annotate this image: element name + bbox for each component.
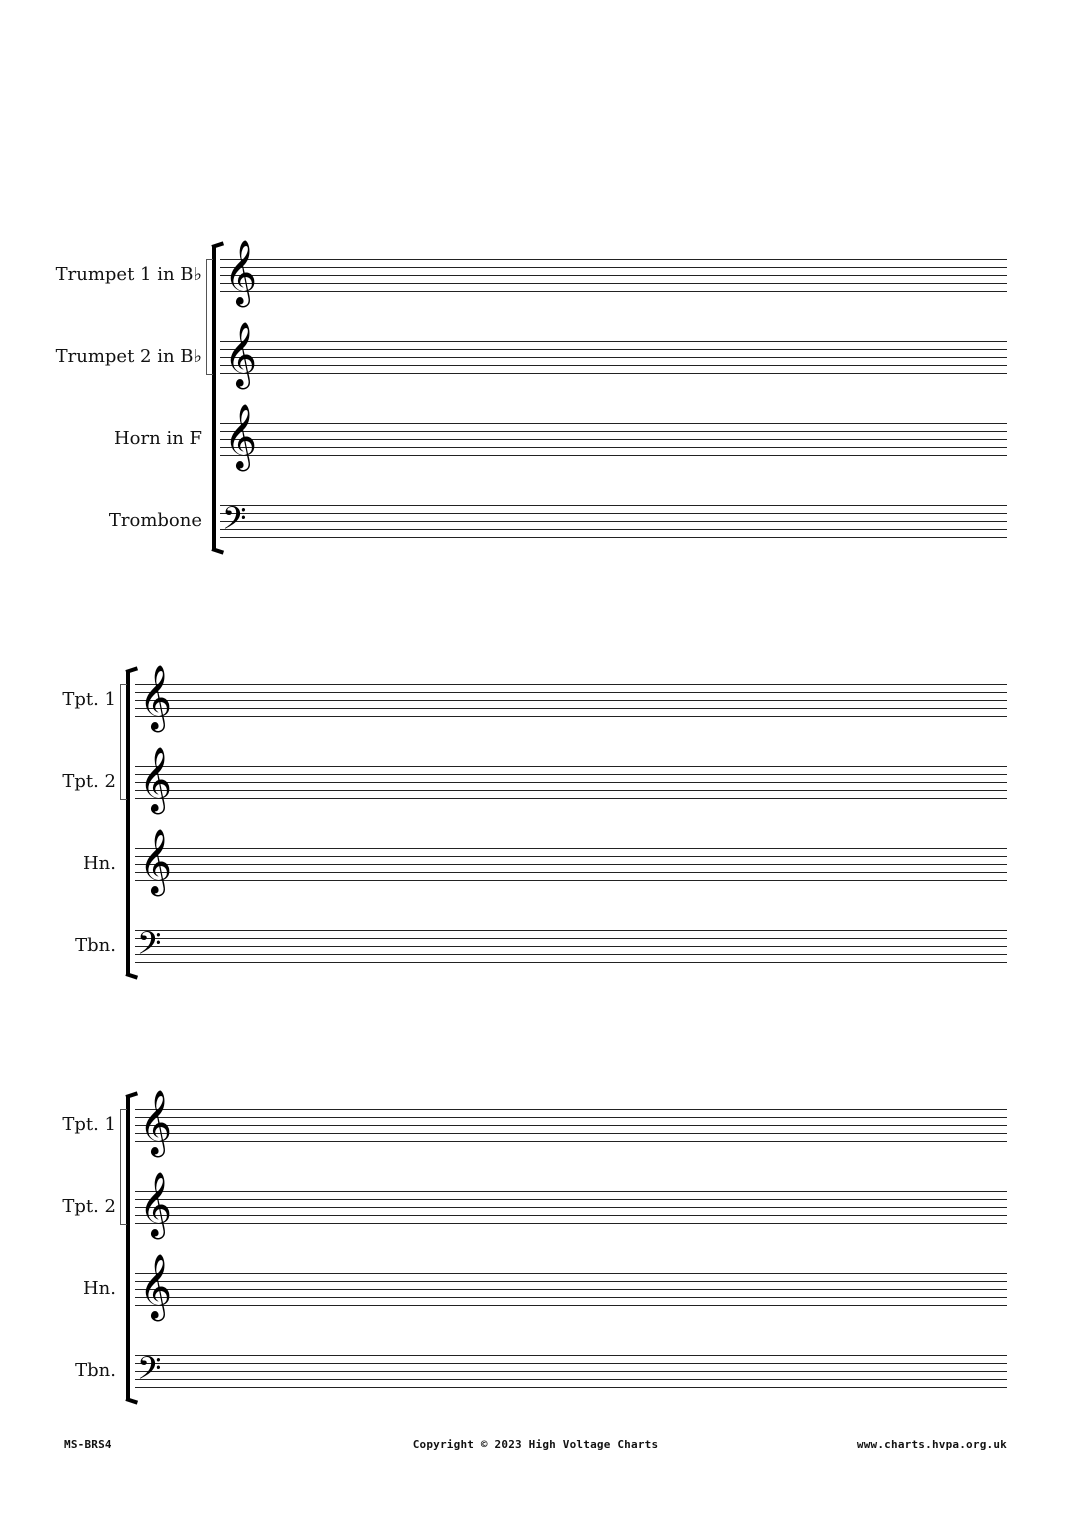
treble-clef-icon: 𝄞 xyxy=(139,1254,173,1319)
staff xyxy=(220,423,1007,456)
instrument-label: Tbn. xyxy=(75,1360,116,1381)
staff xyxy=(135,848,1007,881)
staff-line xyxy=(135,880,1007,881)
staff-line xyxy=(220,267,1007,268)
staff xyxy=(135,1355,1007,1388)
staff xyxy=(220,341,1007,374)
treble-clef-icon: 𝄞 xyxy=(139,665,173,730)
catalog-number: MS-BRS4 xyxy=(64,1438,112,1451)
staff-line xyxy=(135,1125,1007,1126)
staff-line xyxy=(220,365,1007,366)
instrument-label: Tbn. xyxy=(75,935,116,956)
website-link[interactable]: www.charts.hvpa.org.uk xyxy=(856,1438,1007,1451)
staff-line xyxy=(220,259,1007,260)
treble-clef-icon: 𝄞 xyxy=(224,322,258,387)
instrument-label: Hn. xyxy=(82,853,116,874)
staff xyxy=(220,505,1007,538)
staff-line xyxy=(135,1355,1007,1356)
staff-line xyxy=(135,708,1007,709)
treble-clef-icon: 𝄞 xyxy=(139,1172,173,1237)
trumpet-subgroup-bracket xyxy=(120,1109,127,1225)
staff-line xyxy=(135,1223,1007,1224)
staff-line xyxy=(220,505,1007,506)
staff-line xyxy=(135,700,1007,701)
staff-line xyxy=(135,1191,1007,1192)
instrument-label: Trombone xyxy=(108,510,202,531)
staff-line xyxy=(135,848,1007,849)
staff-line xyxy=(135,1289,1007,1290)
bracket-hook-bottom xyxy=(125,1397,138,1405)
staff-line xyxy=(220,423,1007,424)
staff-line xyxy=(220,341,1007,342)
staff-line xyxy=(220,431,1007,432)
trumpet-subgroup-bracket xyxy=(206,259,213,375)
bass-clef-icon: 𝄢 xyxy=(137,1350,162,1394)
bass-clef-icon: 𝄢 xyxy=(137,925,162,969)
staff-line xyxy=(135,766,1007,767)
staff-line xyxy=(135,1387,1007,1388)
bracket-hook-bottom xyxy=(211,547,224,555)
staff-line xyxy=(220,275,1007,276)
instrument-label: Tpt. 2 xyxy=(62,771,116,792)
staff-line xyxy=(135,946,1007,947)
staff-line xyxy=(135,954,1007,955)
staff-line xyxy=(135,856,1007,857)
staff-line xyxy=(220,373,1007,374)
treble-clef-icon: 𝄞 xyxy=(139,829,173,894)
staff-line xyxy=(135,1117,1007,1118)
treble-clef-icon: 𝄞 xyxy=(139,1090,173,1155)
instrument-label: Horn in F xyxy=(113,428,202,449)
staff-line xyxy=(135,1199,1007,1200)
staff-line xyxy=(220,537,1007,538)
staff-line xyxy=(135,774,1007,775)
staff-line xyxy=(135,692,1007,693)
staff xyxy=(135,766,1007,799)
treble-clef-icon: 𝄞 xyxy=(139,747,173,812)
staff-line xyxy=(135,1363,1007,1364)
staff-line xyxy=(135,1281,1007,1282)
instrument-label: Trumpet 2 in B♭ xyxy=(55,346,202,367)
staff xyxy=(135,1273,1007,1306)
bracket-hook-top xyxy=(125,666,138,674)
instrument-label: Tpt. 1 xyxy=(62,1114,116,1135)
instrument-label: Trumpet 1 in B♭ xyxy=(55,264,202,285)
staff-line xyxy=(135,1305,1007,1306)
staff xyxy=(135,930,1007,963)
staff xyxy=(135,1109,1007,1142)
treble-clef-icon: 𝄞 xyxy=(224,404,258,469)
staff-line xyxy=(135,1215,1007,1216)
staff-line xyxy=(220,447,1007,448)
staff-line xyxy=(135,962,1007,963)
instrument-label: Tpt. 2 xyxy=(62,1196,116,1217)
staff-line xyxy=(135,1141,1007,1142)
staff-line xyxy=(135,1133,1007,1134)
staff-line xyxy=(220,357,1007,358)
staff-line xyxy=(135,872,1007,873)
staff-line xyxy=(135,938,1007,939)
staff-line xyxy=(135,790,1007,791)
instrument-label: Hn. xyxy=(82,1278,116,1299)
staff-line xyxy=(135,684,1007,685)
staff-line xyxy=(220,513,1007,514)
staff-line xyxy=(135,782,1007,783)
bracket-hook-top xyxy=(125,1091,138,1099)
staff-line xyxy=(135,930,1007,931)
staff-line xyxy=(135,1297,1007,1298)
staff-line xyxy=(220,349,1007,350)
staff-line xyxy=(220,283,1007,284)
bracket-hook-top xyxy=(211,241,224,249)
staff xyxy=(135,1191,1007,1224)
staff-line xyxy=(220,521,1007,522)
staff-line xyxy=(135,716,1007,717)
staff-line xyxy=(135,1273,1007,1274)
staff-line xyxy=(135,798,1007,799)
staff-line xyxy=(135,864,1007,865)
staff xyxy=(220,259,1007,292)
instrument-label: Tpt. 1 xyxy=(62,689,116,710)
bass-clef-icon: 𝄢 xyxy=(222,500,247,544)
staff-line xyxy=(220,439,1007,440)
staff-line xyxy=(220,455,1007,456)
treble-clef-icon: 𝄞 xyxy=(224,240,258,305)
staff-line xyxy=(135,1207,1007,1208)
staff-line xyxy=(220,529,1007,530)
staff-line xyxy=(135,1379,1007,1380)
staff-line xyxy=(135,1371,1007,1372)
staff-line xyxy=(135,1109,1007,1110)
copyright-notice: Copyright © 2023 High Voltage Charts xyxy=(412,1438,659,1451)
staff-line xyxy=(220,291,1007,292)
staff xyxy=(135,684,1007,717)
trumpet-subgroup-bracket xyxy=(120,684,127,800)
bracket-hook-bottom xyxy=(125,972,138,980)
